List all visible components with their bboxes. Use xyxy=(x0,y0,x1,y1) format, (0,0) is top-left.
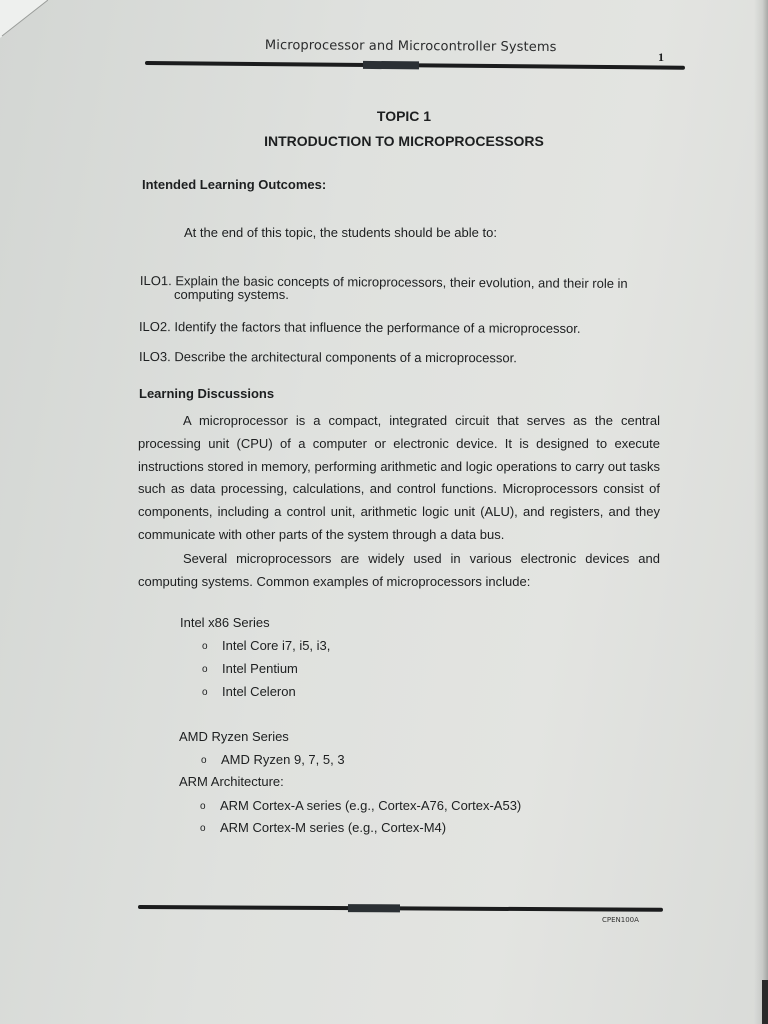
list-item xyxy=(202,661,298,676)
bullet-marker: o xyxy=(200,801,206,812)
list-item xyxy=(201,752,345,767)
list-item xyxy=(202,638,330,653)
ilo-item-2: ILO2. Identify the factors that influence the performance of a microprocessor. xyxy=(138,319,581,336)
ilo-intro: At the end of this topic, the students should be able to: xyxy=(184,225,497,240)
bullet-marker: o xyxy=(201,755,207,766)
example-group-intel: Intel x86 Series xyxy=(180,615,270,630)
bullet-marker: o xyxy=(202,641,208,652)
page-number: 1 xyxy=(658,50,664,64)
list-item-text: Intel Celeron xyxy=(222,684,296,699)
discussion-heading: Learning Discussions xyxy=(139,386,275,401)
list-item xyxy=(200,820,446,835)
list-item xyxy=(202,684,296,699)
ilo-item-1-line-2: computing systems. xyxy=(174,287,289,302)
list-item-text: ARM Cortex-A series (e.g., Cortex-A76, Cortex-A53) xyxy=(220,798,522,813)
ilo-heading: Intended Learning Outcomes: xyxy=(142,177,327,192)
page-corner-fold xyxy=(0,0,48,40)
bullet-marker: o xyxy=(202,687,208,698)
bullet-marker: o xyxy=(202,664,208,675)
footer-rule xyxy=(138,905,663,912)
list-item-text: AMD Ryzen 9, 7, 5, 3 xyxy=(221,752,345,767)
list-item xyxy=(200,798,521,813)
header-rule xyxy=(145,61,685,70)
discussion-paragraph-2: Several microprocessors are widely used in various electronic devices and computing systems. Common examples of microprocessors include: xyxy=(138,551,660,589)
running-header-title: Microprocessor and Microcontroller Systems xyxy=(264,38,557,56)
list-item-text: Intel Pentium xyxy=(222,661,298,676)
list-item-text: Intel Core i7, i5, i3, xyxy=(222,638,331,653)
discussion-paragraph-1: A microprocessor is a compact, integrated circuit that serves as the central processing unit (CPU) of a computer or electronic device. It is designed to execute instructions stored in memory, performing arithmetic and logic operations to carry out tasks such as data processing, calculations, and control functions. Microprocessors consist of components, including a control unit, arithmetic logic unit (ALU), and registers, and they communicate with other parts of the system through a data bus. xyxy=(138,413,660,542)
bullet-marker: o xyxy=(200,823,206,834)
list-item-text: ARM Cortex-M series (e.g., Cortex-M4) xyxy=(220,820,447,835)
course-code: CPEN100A xyxy=(602,916,639,924)
ilo-item-3: ILO3. Describe the architectural components of a microprocessor. xyxy=(138,349,517,366)
ilo-item-1-line-1: ILO1. Explain the basic concepts of microprocessors, their evolution, and their role in xyxy=(139,273,628,291)
topic-number: TOPIC 1 xyxy=(376,108,432,124)
page-edge-dark xyxy=(762,980,768,1024)
example-group-arm: ARM Architecture: xyxy=(179,774,284,789)
example-group-amd: AMD Ryzen Series xyxy=(179,729,289,744)
topic-title: INTRODUCTION TO MICROPROCESSORS xyxy=(264,133,544,149)
page-edge-shadow xyxy=(754,0,768,1024)
